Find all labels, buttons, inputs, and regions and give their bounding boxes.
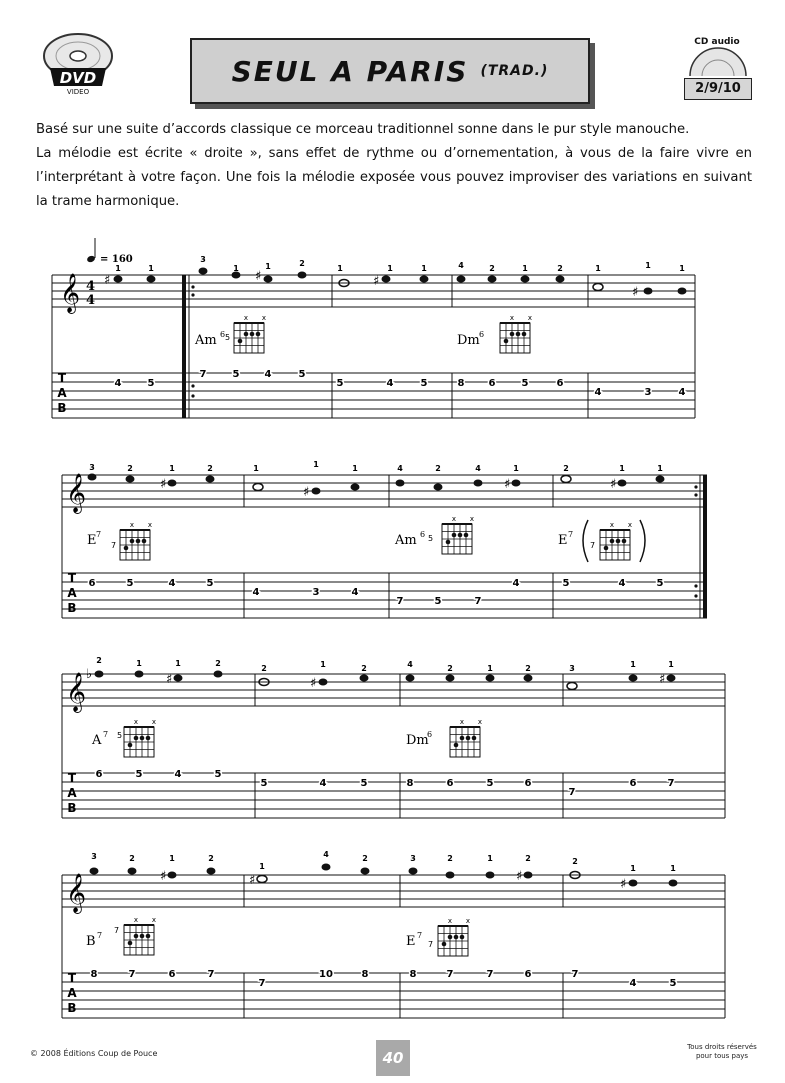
tab-number: 3 xyxy=(644,387,652,398)
chord-sup: 6 xyxy=(427,730,433,739)
svg-text:𝄞: 𝄞 xyxy=(66,473,87,513)
tab-number: 6 xyxy=(524,778,532,789)
tab-number: 8 xyxy=(409,969,417,980)
chord-name: Am xyxy=(395,533,417,548)
chord-sup: 6 xyxy=(220,330,226,339)
tab-number: 5 xyxy=(434,596,442,607)
system-2 xyxy=(62,473,707,618)
fingering: 3 xyxy=(89,463,95,472)
tab-number: 6 xyxy=(629,778,637,789)
fingering: 2 xyxy=(435,464,441,473)
tab-clef-letter: B xyxy=(57,401,67,415)
tab-number: 4 xyxy=(618,578,626,589)
fingering: 1 xyxy=(169,464,175,473)
fingering: 3 xyxy=(91,852,97,861)
fingering: 1 xyxy=(679,264,685,273)
fingering: 1 xyxy=(630,660,636,669)
chord-name: E xyxy=(558,533,568,548)
tempo-text: = 160 xyxy=(100,254,133,265)
chord-e7-a xyxy=(87,521,152,560)
tab-clef-letter: A xyxy=(57,386,67,400)
tab-number: 7 xyxy=(667,778,675,789)
tab-number: 6 xyxy=(556,378,564,389)
svg-text:𝄞: 𝄞 xyxy=(66,672,87,712)
chord-name: E xyxy=(406,934,416,949)
fingering: 3 xyxy=(200,255,206,264)
fingering: 1 xyxy=(337,264,343,273)
chord-fret: 7 xyxy=(111,541,117,550)
tab-number: 7 xyxy=(128,969,136,980)
fingering: 1 xyxy=(595,264,601,273)
tab-number: 7 xyxy=(568,787,576,798)
chord-am6-b xyxy=(394,515,474,554)
tab-clef-letter: B xyxy=(67,601,77,615)
intro-line-2: La mélodie est écrite « droite », sans effet de rythme ou d’ornementation, à vous de la faire vivre en l’interprétant à votre façon. Une fois la mélodie exposée vous pouvez improviser des variations en suivant la trame harmonique. xyxy=(36,146,752,209)
fingering: 1 xyxy=(253,464,259,473)
svg-text:♯: ♯ xyxy=(373,274,380,289)
chord-e7-c xyxy=(406,917,470,956)
tab-number: 8 xyxy=(457,378,465,389)
tab-number: 7 xyxy=(207,969,215,980)
fingering: 1 xyxy=(668,660,674,669)
tab-number: 6 xyxy=(88,578,96,589)
tab-clef-letter: A xyxy=(67,986,77,1000)
tab-number: 8 xyxy=(361,969,369,980)
intro-line-1: Basé sur une suite d’accords classique ce morceau traditionnel sonne dans le pur style manouche. xyxy=(36,122,690,137)
svg-text:♯: ♯ xyxy=(504,477,511,492)
tab-clef-letter: B xyxy=(67,1001,77,1015)
fingering: 1 xyxy=(148,264,154,273)
fingering: 2 xyxy=(96,656,102,665)
fingering: 2 xyxy=(525,664,531,673)
fingerings xyxy=(89,255,685,873)
fingering: 1 xyxy=(421,264,427,273)
chord-name: E xyxy=(87,533,97,548)
fingering: 2 xyxy=(299,259,305,268)
tab-number: 7 xyxy=(486,969,494,980)
chord-b7 xyxy=(86,916,156,955)
fingering: 2 xyxy=(127,464,133,473)
chord-sup: 6 xyxy=(420,530,426,539)
fingering: 1 xyxy=(233,264,239,273)
tab-number: 7 xyxy=(258,978,266,989)
tab-number: 7 xyxy=(571,969,579,980)
chord-sup: 7 xyxy=(103,730,109,739)
fingering: 2 xyxy=(447,854,453,863)
fingering: 2 xyxy=(261,664,267,673)
svg-text:♯: ♯ xyxy=(160,477,167,492)
tab-number: 4 xyxy=(319,778,327,789)
fingering: 2 xyxy=(572,857,578,866)
tab-number: 5 xyxy=(486,778,494,789)
fingering: 2 xyxy=(557,264,563,273)
fingering: 2 xyxy=(207,464,213,473)
tab-number: 7 xyxy=(474,596,482,607)
tab-number: 4 xyxy=(351,587,359,598)
tab-number: 4 xyxy=(512,578,520,589)
fingering: 1 xyxy=(136,659,142,668)
fingering: 1 xyxy=(513,464,519,473)
svg-text:♯: ♯ xyxy=(620,877,627,892)
tab-number: 6 xyxy=(446,778,454,789)
chord-am6 xyxy=(194,314,266,353)
tab-number: 4 xyxy=(264,369,272,380)
tab-clef-letter: A xyxy=(67,586,77,600)
fingering: 1 xyxy=(169,854,175,863)
tab-number: 7 xyxy=(396,596,404,607)
chord-fret: 5 xyxy=(225,333,231,342)
tab-number: 8 xyxy=(406,778,414,789)
fingering: 1 xyxy=(645,261,651,270)
tab-number: 5 xyxy=(135,769,143,780)
chord-name: B xyxy=(86,934,96,949)
tab-number: 8 xyxy=(90,969,98,980)
tab-number: 5 xyxy=(206,578,214,589)
tab-clef-letter: T xyxy=(57,371,67,385)
system-3 xyxy=(62,667,725,818)
fingering: 1 xyxy=(352,464,358,473)
chord-fret: 5 xyxy=(117,731,123,740)
tab-number: 5 xyxy=(521,378,529,389)
tab-number: 4 xyxy=(386,378,394,389)
tab-number: 4 xyxy=(594,387,602,398)
chord-fret: 5 xyxy=(428,534,434,543)
chord-fret: 7 xyxy=(590,541,596,550)
svg-text:𝄞: 𝄞 xyxy=(66,873,87,913)
rights-line-1: Tous droits réservés xyxy=(687,1043,757,1051)
fingering: 1 xyxy=(313,460,319,469)
svg-text:♯: ♯ xyxy=(659,672,666,687)
svg-text:♯: ♯ xyxy=(516,869,523,884)
svg-text:♯: ♯ xyxy=(166,672,173,687)
chord-sup: 6 xyxy=(479,330,485,339)
chord-fret: 7 xyxy=(114,926,120,935)
song-subtitle: (TRAD.) xyxy=(480,63,549,79)
svg-text:♭: ♭ xyxy=(86,667,93,682)
tab-number: 5 xyxy=(420,378,428,389)
svg-text:♯: ♯ xyxy=(610,477,617,492)
chord-sup: 7 xyxy=(97,931,103,940)
rights-notice xyxy=(680,1043,764,1061)
fingering: 2 xyxy=(489,264,495,273)
svg-text:𝄞: 𝄞 xyxy=(60,273,81,313)
svg-text:♯: ♯ xyxy=(303,485,310,500)
fingering: 1 xyxy=(670,864,676,873)
svg-text:♯: ♯ xyxy=(632,285,639,300)
fingering: 2 xyxy=(525,854,531,863)
svg-text:4: 4 xyxy=(86,293,96,308)
chord-sup: 7 xyxy=(96,530,102,539)
page-number: 40 xyxy=(376,1040,410,1076)
copyright: © 2008 Éditions Coup de Pouce xyxy=(30,1049,158,1058)
dvd-sub-label: VIDEO xyxy=(66,88,90,96)
song-title: SEUL A PARIS xyxy=(231,54,469,88)
tab-number: 5 xyxy=(656,578,664,589)
chord-name: A xyxy=(92,733,102,748)
svg-text:♯: ♯ xyxy=(310,676,317,691)
chord-e7-b xyxy=(558,520,645,562)
fingering: 1 xyxy=(619,464,625,473)
fingering: 1 xyxy=(320,660,326,669)
fingering: 4 xyxy=(407,660,413,669)
fingering: 1 xyxy=(259,862,265,871)
tab-number: 5 xyxy=(126,578,134,589)
fingering: 4 xyxy=(397,464,403,473)
system-4 xyxy=(62,864,725,1019)
tab-clef-letter: A xyxy=(67,786,77,800)
tab-number: 6 xyxy=(95,769,103,780)
chord-dm6-b xyxy=(406,718,482,757)
tab-number: 4 xyxy=(114,378,122,389)
tab-number: 4 xyxy=(252,587,260,598)
tab-number: 6 xyxy=(488,378,496,389)
fingering: 1 xyxy=(265,262,271,271)
tab-clef-letter: T xyxy=(67,571,77,585)
tab-number: 6 xyxy=(524,969,532,980)
fingering: 1 xyxy=(657,464,663,473)
tab-number: 5 xyxy=(147,378,155,389)
fingering: 2 xyxy=(362,854,368,863)
fingering: 2 xyxy=(208,854,214,863)
cd-track-numbers: 2/9/10 xyxy=(684,78,752,100)
fingering: 1 xyxy=(487,664,493,673)
fingering: 1 xyxy=(630,864,636,873)
fingering: 1 xyxy=(522,264,528,273)
tab-number: 6 xyxy=(168,969,176,980)
fingering: 3 xyxy=(410,854,416,863)
chord-name: Dm xyxy=(406,733,429,748)
fingering: 2 xyxy=(447,664,453,673)
tab-number: 5 xyxy=(260,778,268,789)
tab-number: 5 xyxy=(360,778,368,789)
tab-number: 5 xyxy=(669,978,677,989)
tab-number: 5 xyxy=(232,369,240,380)
fingering: 1 xyxy=(115,264,121,273)
tab-number: 5 xyxy=(298,369,306,380)
tab-clef-letter: B xyxy=(67,801,77,815)
fingering: 2 xyxy=(361,664,367,673)
tab-number: 7 xyxy=(446,969,454,980)
fingering: 2 xyxy=(563,464,569,473)
chord-name: Dm xyxy=(457,333,480,348)
chord-fret: 7 xyxy=(428,940,434,949)
fingering: 1 xyxy=(487,854,493,863)
tab-number: 3 xyxy=(312,587,320,598)
tab-clef-letter: T xyxy=(67,971,77,985)
svg-text:♯: ♯ xyxy=(249,873,256,888)
tab-number: 4 xyxy=(629,978,637,989)
fingering: 4 xyxy=(475,464,481,473)
svg-text:♯: ♯ xyxy=(160,869,167,884)
svg-text:♯: ♯ xyxy=(104,273,111,288)
rights-line-2: pour tous pays xyxy=(695,1052,749,1060)
svg-text:4: 4 xyxy=(86,279,96,294)
tempo-mark xyxy=(86,238,133,265)
tab-clef-letter: T xyxy=(67,771,77,785)
fingering: 4 xyxy=(458,261,464,270)
fingering: 2 xyxy=(129,854,135,863)
fingering: 4 xyxy=(323,850,329,859)
chord-dm6 xyxy=(457,314,532,353)
chord-a7 xyxy=(91,718,156,757)
tab-number: 5 xyxy=(336,378,344,389)
chord-sup: 7 xyxy=(568,530,574,539)
chord-sup: 7 xyxy=(417,931,423,940)
fingering: 2 xyxy=(215,659,221,668)
chord-name: Am xyxy=(195,333,217,348)
fingering: 1 xyxy=(175,659,181,668)
tab-number: 4 xyxy=(678,387,686,398)
svg-text:♯: ♯ xyxy=(255,269,262,284)
fingering: 3 xyxy=(569,664,575,673)
tab-number: 4 xyxy=(168,578,176,589)
tab-number: 10 xyxy=(319,969,333,980)
tab-number: 5 xyxy=(214,769,222,780)
cd-audio-text: CD audio xyxy=(694,37,740,47)
tab-number: 5 xyxy=(562,578,570,589)
tab-number: 7 xyxy=(199,369,207,380)
fingering: 1 xyxy=(387,264,393,273)
dvd-label: DVD xyxy=(59,69,97,87)
tab-number: 4 xyxy=(174,769,182,780)
